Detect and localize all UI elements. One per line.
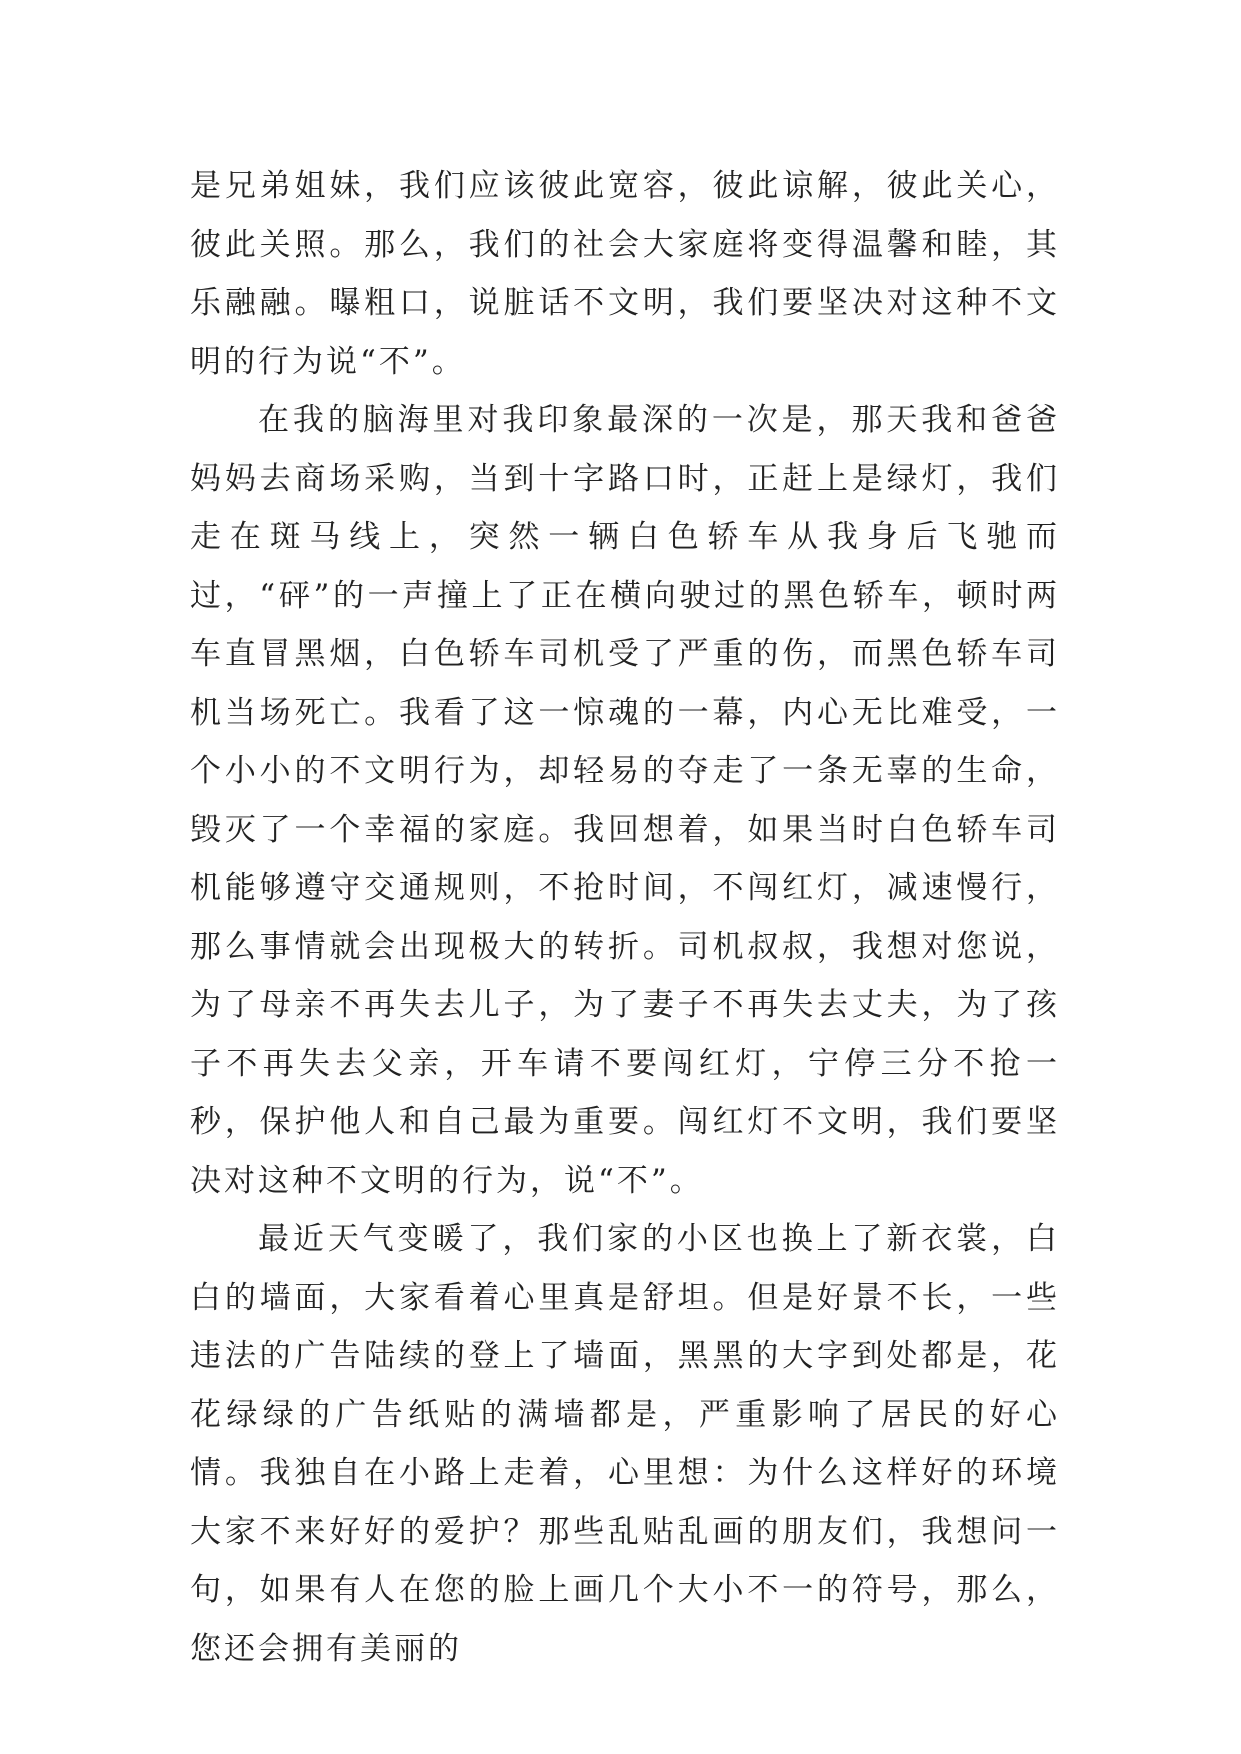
paragraph-3: 最近天气变暖了，我们家的小区也换上了新衣裳，白白的墙面，大家看着心里真是舒坦。但是好景不长，一些违法的广告陆续的登上了墙面，黑黑的大字到处都是，花花绿绿的广告纸贴的满墙都是，严重影响了居民的好心情。我独自在小路上走着，心里想：为什么这样好的环境大家不来好好的爱护？那些乱贴乱画的朋友们，我想问一句，如果有人在您的脸上画几个大小不一的符号，那么，您还会拥有美丽的 (190, 1221, 1060, 1667)
paragraph-2: 在我的脑海里对我印象最深的一次是，那天我和爸爸妈妈去商场采购，当到十字路口时，正赶上是绿灯，我们走在斑马线上，突然一辆白色轿车从我身后飞驰而过，“砰”的一声撞上了正在横向驶过的黑色轿车，顿时两车直冒黑烟，白色轿车司机受了严重的伤，而黑色轿车司机当场死亡。我看了这一惊魂的一幕，内心无比难受，一个小小的不文明行为，却轻易的夺走了一条无辜的生命，毁灭了一个幸福的家庭。我回想着，如果当时白色轿车司机能够遵守交通规则，不抢时间，不闯红灯，减速慢行，那么事情就会出现极大的转折。司机叔叔，我想对您说，为了母亲不再失去儿子，为了妻子不再失去丈夫，为了孩子不再失去父亲，开车请不要闯红灯，宁停三分不抢一秒，保护他人和自己最为重要。闯红灯不文明，我们要坚决对这种不文明的行为，说“不”。 (190, 402, 1060, 1199)
paragraph-1: 是兄弟姐妹，我们应该彼此宽容，彼此谅解，彼此关心，彼此关照。那么，我们的社会大家庭将变得温馨和睦，其乐融融。曝粗口，说脏话不文明，我们要坚决对这种不文明的行为说“不”。 (190, 168, 1060, 380)
document-body (190, 157, 1060, 1678)
